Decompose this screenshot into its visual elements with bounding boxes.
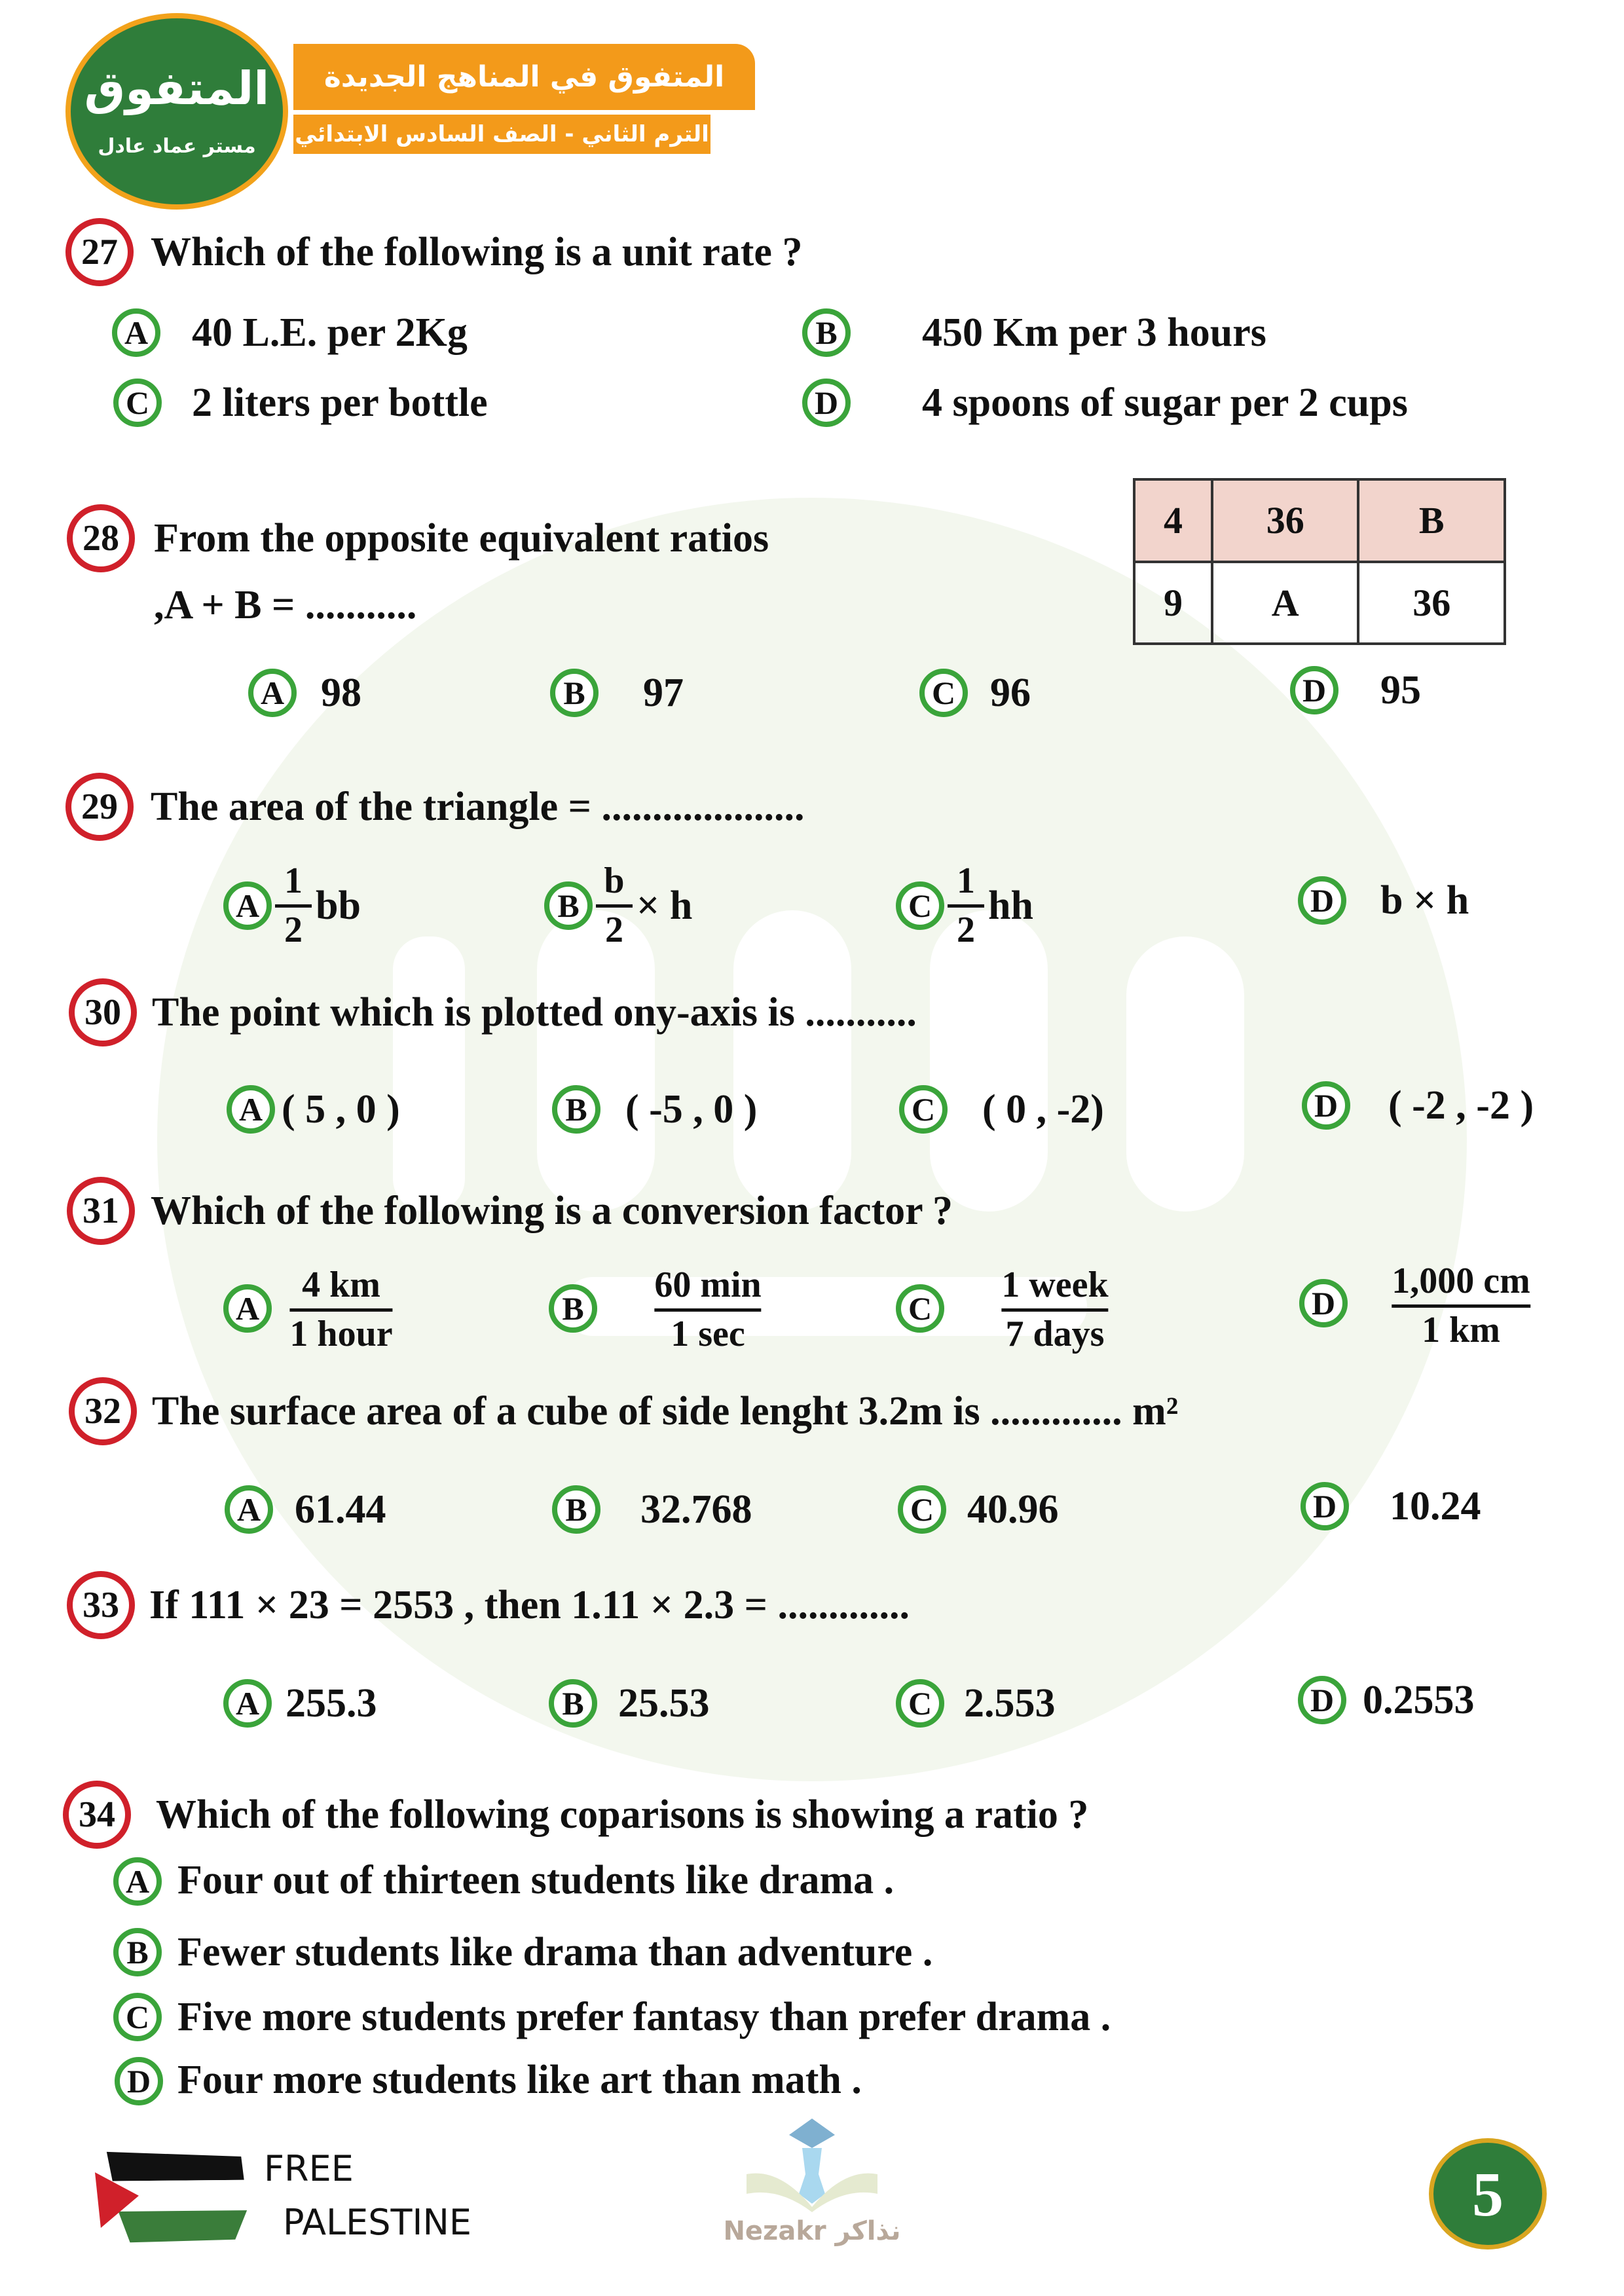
option-a-marker[interactable]: A [225, 1485, 273, 1534]
option-b-marker[interactable]: B [550, 669, 599, 717]
graduation-book-icon [720, 2115, 904, 2213]
expression-rest: × h [637, 883, 693, 928]
option-d-text[interactable]: 95 [1380, 668, 1421, 713]
option-c-marker[interactable]: C [896, 881, 944, 930]
option-d-marker[interactable]: D [802, 379, 851, 427]
option-b-marker[interactable]: B [549, 1679, 597, 1728]
option-d-text[interactable]: b × h [1380, 878, 1469, 923]
option-a-text[interactable]: 255.3 [286, 1681, 377, 1726]
ratio-table [1133, 478, 1506, 645]
question-number: 27 [65, 218, 134, 286]
question-number: 31 [67, 1177, 135, 1245]
option-c-text[interactable]: 2 liters per bottle [192, 380, 488, 425]
option-a-fraction[interactable] [289, 1265, 392, 1354]
option-a-marker[interactable]: A [113, 1857, 162, 1906]
option-c-fraction[interactable] [1001, 1265, 1108, 1354]
question-number: 33 [67, 1571, 135, 1639]
option-c-expression[interactable] [948, 861, 1033, 950]
table-cell: A [1212, 562, 1359, 644]
option-c-marker[interactable]: C [899, 1085, 948, 1134]
option-b-fraction[interactable] [654, 1265, 761, 1354]
numerator: 1,000 cm [1392, 1260, 1530, 1301]
table-cell: 9 [1134, 562, 1212, 644]
option-d-fraction[interactable] [1392, 1261, 1530, 1350]
fraction [596, 861, 633, 950]
question-number: 34 [63, 1781, 131, 1849]
table-cell: B [1358, 479, 1505, 562]
question-text: Which of the following is a unit rate ? [151, 230, 803, 274]
option-a-marker[interactable]: A [248, 669, 297, 717]
option-c-text[interactable]: ( 0 , -2) [982, 1087, 1104, 1132]
option-a-text[interactable]: 40 L.E. per 2Kg [192, 310, 468, 355]
option-b-marker[interactable]: B [113, 1928, 162, 1976]
option-d-marker[interactable]: D [1298, 1676, 1346, 1724]
logo-author: مستر عماد عادل [98, 135, 256, 158]
question-number: 32 [69, 1377, 137, 1445]
palestine-flag-icon [95, 2140, 259, 2250]
option-a-text[interactable]: Four out of thirteen students like drama . [177, 1858, 895, 1902]
table-cell: 36 [1358, 562, 1505, 644]
fraction [275, 861, 312, 950]
option-a-text[interactable]: 98 [321, 671, 361, 715]
option-c-marker[interactable]: C [919, 669, 968, 717]
option-c-text[interactable]: 96 [990, 671, 1031, 715]
watermark-logo-graphic [367, 819, 1283, 1408]
denominator: 1 hour [289, 1313, 393, 1354]
fraction [948, 861, 984, 950]
option-c-text[interactable]: Five more students prefer fantasy than prefer drama . [177, 1995, 1111, 2039]
option-b-marker[interactable]: B [549, 1284, 597, 1333]
denominator: 2 [605, 909, 623, 950]
option-d-text[interactable]: 0.2553 [1363, 1678, 1475, 1722]
option-d-text[interactable]: 10.24 [1390, 1484, 1481, 1528]
option-d-text[interactable]: ( -2 , -2 ) [1388, 1083, 1534, 1128]
question-text: If 111 × 23 = 2553 , then 1.11 × 2.3 = ............. [149, 1583, 910, 1627]
option-b-text[interactable]: Fewer students like drama than adventure . [177, 1930, 933, 1974]
option-b-marker[interactable]: B [552, 1485, 600, 1534]
numerator: b [604, 860, 625, 901]
option-b-text[interactable]: 25.53 [618, 1681, 710, 1726]
option-b-text[interactable]: ( -5 , 0 ) [625, 1087, 758, 1132]
option-a-marker[interactable]: A [227, 1085, 275, 1134]
question-text: The point which is plotted ony-axis is ........... [152, 990, 917, 1035]
option-b-text[interactable]: 32.768 [640, 1487, 752, 1532]
question-text: The surface area of a cube of side lenght 3.2m is ............. m² [152, 1389, 1179, 1434]
option-a-marker[interactable]: A [223, 1284, 272, 1333]
question-text: From the opposite equivalent ratios [154, 516, 769, 561]
option-b-marker[interactable]: B [802, 308, 851, 357]
question-text-line2: ,A + B = ........... [154, 583, 417, 627]
question-number: 30 [69, 978, 137, 1046]
option-a-expression[interactable] [275, 861, 361, 950]
numerator: 4 km [302, 1264, 380, 1305]
option-d-marker[interactable]: D [1298, 876, 1346, 925]
option-d-marker[interactable]: D [115, 2057, 163, 2105]
table-cell: 36 [1212, 479, 1359, 562]
denominator: 1 sec [671, 1313, 745, 1354]
option-c-text[interactable]: 40.96 [967, 1487, 1059, 1532]
nezakr-text: Nezakr نذاكر [723, 2216, 901, 2246]
option-b-text[interactable]: 97 [643, 671, 684, 715]
option-d-marker[interactable]: D [1299, 1279, 1348, 1327]
numerator: 60 min [654, 1264, 762, 1305]
nezakr-logo [720, 2115, 904, 2246]
option-a-text[interactable]: ( 5 , 0 ) [282, 1087, 400, 1132]
option-d-marker[interactable]: D [1302, 1081, 1350, 1130]
numerator: 1 [957, 860, 975, 901]
option-a-marker[interactable]: A [112, 308, 160, 357]
numerator: 1 week [1001, 1264, 1109, 1305]
logo-text: المتفوق [84, 62, 270, 115]
free-text: FREE [264, 2148, 354, 2189]
option-b-text[interactable]: 450 Km per 3 hours [922, 310, 1266, 355]
denominator: 7 days [1005, 1313, 1105, 1354]
palestine-text: PALESTINE [283, 2202, 471, 2243]
question-text: The area of the triangle = .................... [151, 785, 805, 829]
option-c-marker[interactable]: C [896, 1679, 944, 1728]
banner-title: المتفوق في المناهج الجديدة [293, 44, 755, 110]
table-cell: 4 [1134, 479, 1212, 562]
denominator: 2 [284, 909, 303, 950]
denominator: 1 km [1422, 1309, 1500, 1350]
option-d-text[interactable]: 4 spoons of sugar per 2 cups [922, 380, 1408, 425]
page-number: 5 [1429, 2138, 1547, 2250]
option-a-text[interactable]: 61.44 [295, 1487, 386, 1532]
brand-logo [65, 13, 288, 210]
denominator: 2 [957, 909, 975, 950]
question-number: 29 [65, 773, 134, 841]
question-text: Which of the following coparisons is showing a ratio ? [156, 1792, 1089, 1837]
question-number: 28 [67, 504, 135, 572]
option-a-marker[interactable]: A [223, 1679, 272, 1728]
expression-rest: hh [988, 883, 1033, 928]
option-d-marker[interactable]: D [1301, 1482, 1349, 1530]
banner-subtitle: الترم الثاني - الصف السادس الابتدائي [293, 115, 710, 154]
option-c-marker[interactable]: C [113, 379, 162, 427]
option-c-marker[interactable]: C [898, 1485, 946, 1534]
option-c-marker[interactable]: C [113, 1993, 162, 2041]
option-b-expression[interactable] [596, 861, 692, 950]
option-b-marker[interactable]: B [552, 1085, 600, 1134]
option-d-marker[interactable]: D [1290, 666, 1338, 714]
option-a-marker[interactable]: A [223, 881, 272, 930]
numerator: 1 [284, 860, 303, 901]
question-text: Which of the following is a conversion factor ? [151, 1189, 953, 1233]
option-c-text[interactable]: 2.553 [964, 1681, 1056, 1726]
option-d-text[interactable]: Four more students like art than math . [177, 2058, 862, 2102]
option-b-marker[interactable]: B [544, 881, 593, 930]
option-c-marker[interactable]: C [896, 1284, 944, 1333]
expression-rest: bb [316, 883, 361, 928]
